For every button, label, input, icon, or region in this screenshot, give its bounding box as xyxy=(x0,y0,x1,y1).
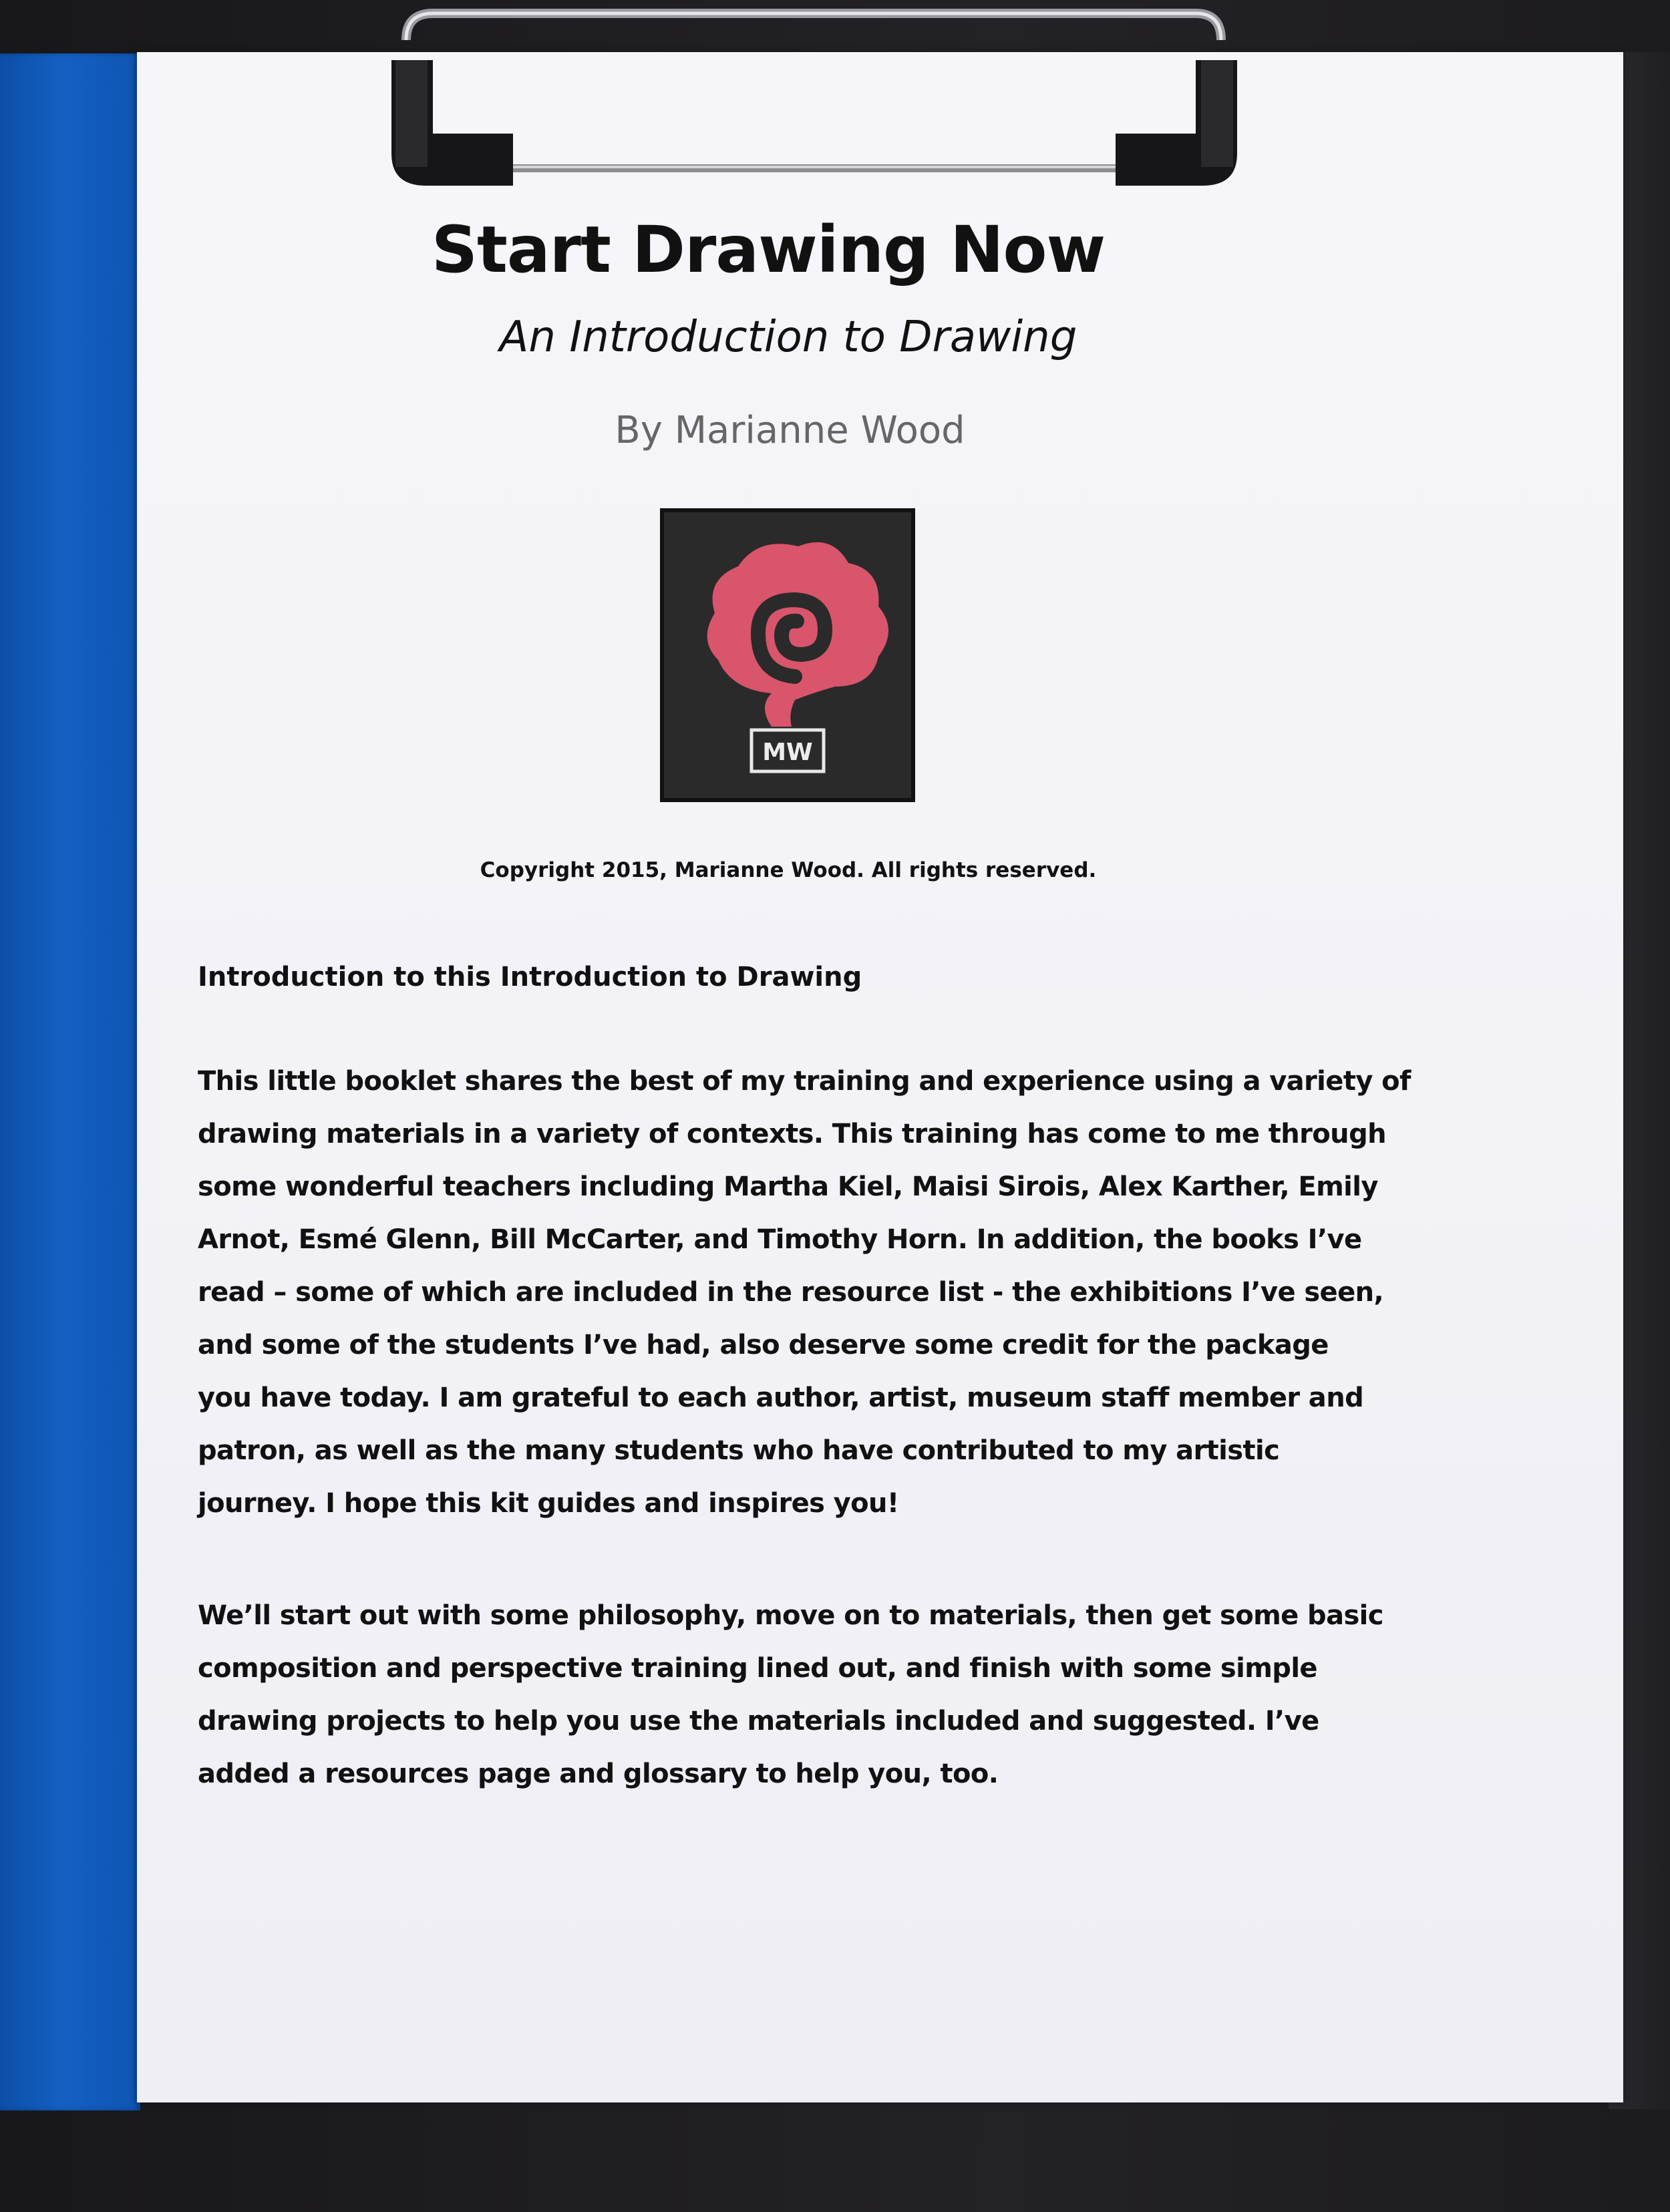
logo-monogram: MW xyxy=(762,739,813,766)
paragraph-line: drawing materials in a variety of contexts. This training has come to me through xyxy=(198,1119,1386,1149)
section-heading: Introduction to this Introduction to Drawing xyxy=(198,962,862,992)
intro-paragraph-2 xyxy=(198,1590,1420,1801)
paragraph-line: read – some of which are included in the resource list - the exhibitions I’ve seen, xyxy=(198,1277,1384,1308)
paragraph-line: Arnot, Esmé Glenn, Bill McCarter, and Timothy Horn. In addition, the books I’ve xyxy=(198,1224,1362,1255)
paragraph-line: some wonderful teachers including Martha Kiel, Maisi Sirois, Alex Karther, Emily xyxy=(198,1171,1378,1202)
paragraph-line: We’ll start out with some philosophy, move on to materials, then get some basic xyxy=(198,1600,1383,1631)
paragraph-line: journey. I hope this kit guides and inspires you! xyxy=(198,1488,899,1519)
document-title: Start Drawing Now xyxy=(431,212,1106,287)
paragraph-line: drawing projects to help you use the materials included and suggested. I’ve xyxy=(198,1706,1319,1736)
swirl-logo-icon xyxy=(658,506,917,804)
binder-spine xyxy=(0,53,140,2110)
intro-paragraph-1 xyxy=(198,1055,1420,1530)
document-subtitle: An Introduction to Drawing xyxy=(499,313,1077,362)
paragraph-line: and some of the students I’ve had, also deserve some credit for the package xyxy=(198,1330,1329,1360)
copyright-notice: Copyright 2015, Marianne Wood. All rights reserved. xyxy=(480,858,1097,882)
paragraph-line: you have today. I am grateful to each author, artist, museum staff member and xyxy=(198,1382,1364,1413)
paragraph-line: This little booklet shares the best of my training and experience using a variety of xyxy=(198,1066,1411,1097)
clipboard-clip-icon xyxy=(386,0,1242,186)
document-author: By Marianne Wood xyxy=(615,409,965,452)
paragraph-line: composition and perspective training lined out, and finish with some simple xyxy=(198,1653,1317,1684)
paragraph-line: added a resources page and glossary to help you, too. xyxy=(198,1759,999,1789)
paragraph-line: patron, as well as the many students who have contributed to my artistic xyxy=(198,1435,1280,1466)
